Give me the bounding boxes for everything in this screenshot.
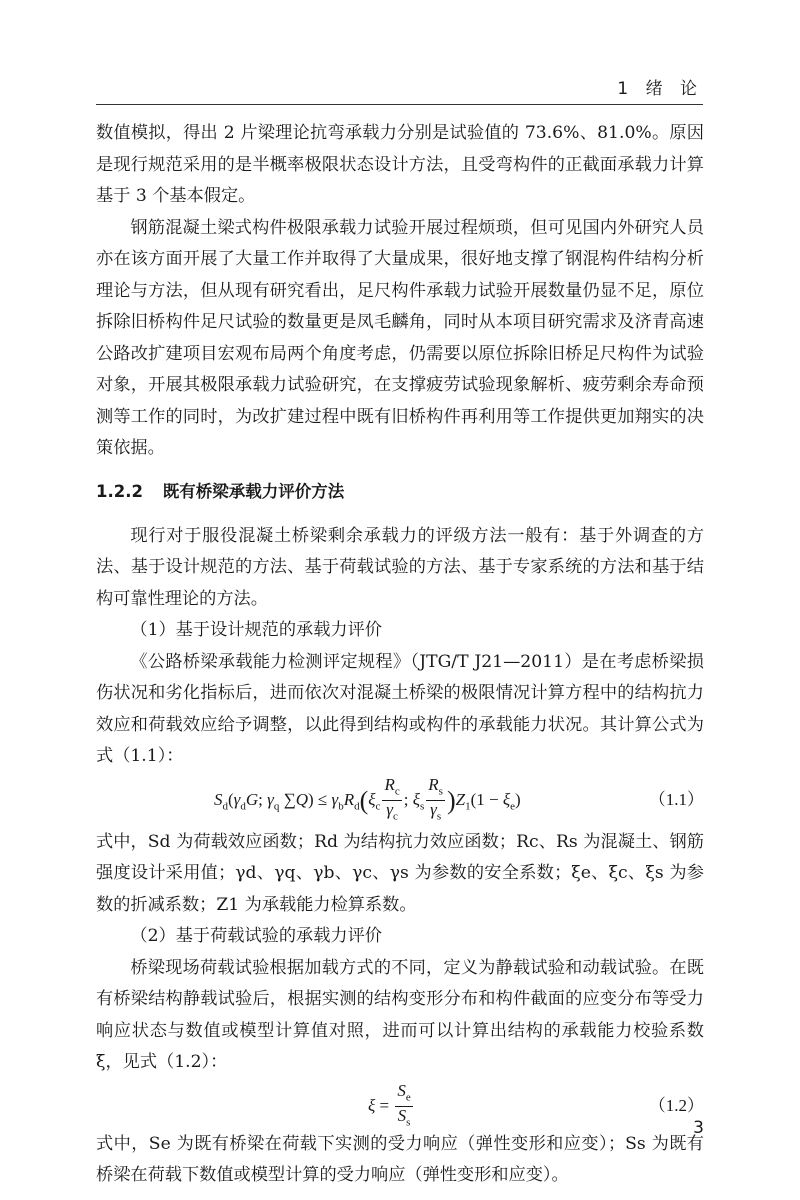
paragraph-1: 数值模拟，得出 2 片梁理论抗弯承载力分别是试验值的 73.6%、81.0%。原因是现行规范采用的是半概率极限状态设计方法，且受弯构件的正截面承载力计算基于 3 个基本假定。 xyxy=(96,123,704,206)
equation-1-2-tag: （1.2） xyxy=(648,1095,704,1115)
paragraph-5: 《公路桥梁承载能力检测评定规程》（JTG/T J21—2011）是在考虑桥梁损伤状况和劣化指标后，进而依次对混凝土桥梁的极限情况计算方程中的结构抗力效应和荷载效应给予调整，以此得到结构或构件的承载能力状况。其计算公式为式（1.1）： xyxy=(96,651,704,766)
fraction-se-ss: $\frac{S_e}{S_s}$ xyxy=(397,1080,411,1129)
paragraph-9: 式中，Se 为既有桥梁在荷载下实测的受力响应（弹性变形和应变）；Ss 为既有桥梁在荷载下数值或模型计算的受力响应（弹性变形和应变）。 xyxy=(96,1133,704,1185)
subheading-2: （2）基于荷载试验的承载力评价 xyxy=(130,926,382,946)
page-number: 3 xyxy=(693,1118,704,1138)
subheading-1: （1）基于设计规范的承载力评价 xyxy=(130,620,382,640)
chapter-title: 1 绪 论 xyxy=(617,79,703,99)
running-header xyxy=(96,74,703,105)
page-body xyxy=(96,118,704,1192)
fraction-rc: $\frac{R_c}{\gamma_c}$ xyxy=(384,774,400,823)
section-number: 1.2.2 xyxy=(96,481,143,501)
equation-1-2-body: ξ = $\frac{S_e}{S_s}$ xyxy=(368,1079,415,1133)
fraction-rs: $\frac{R_s}{\gamma_s}$ xyxy=(428,774,443,823)
paragraph-3: 现行对于服役混凝土桥梁剩余承载力的评级方法一般有：基于外调查的方法、基于设计规范的方法、基于荷载试验的方法、基于专家系统的方法和基于结构可靠性理论的方法。 xyxy=(96,525,704,609)
paragraph-8: 桥梁现场荷载试验根据加载方式的不同，定义为静载试验和动载试验。在既有桥梁结构静载试验后，根据实测的结构变形分布和构件截面的应变分布等受力响应状态与数值或模型计算值对照，进而可以计算出结构的承载能力校验系数 ξ，见式（1.2）： xyxy=(96,957,704,1072)
equation-1-2 xyxy=(96,1079,704,1129)
paragraph-2: 钢筋混凝土梁式构件极限承载力试验开展过程烦琐，但可见国内外研究人员亦在该方面开展了大量工作并取得了大量成果，很好地支撑了钢混构件结构分析理论与方法，但从现有研究看出，足尺构件承载力试验开展数量仍显不足，原位拆除旧桥构件足尺试验的数量更是凤毛麟角，同时从本项目研究需求及济青高速公路改扩建项目宏观布局两个角度考虑，仍需要以原位拆除旧桥足尺构件为试验对象，开展其极限承载力试验研究，在支撑疲劳试验现象解析、疲劳剩余寿命预测等工作的同时，为改扩建过程中既有旧桥构件再利用等工作提供更加翔实的决策依据。 xyxy=(96,217,704,458)
section-heading xyxy=(96,477,704,507)
section-title: 既有桥梁承载力评价方法 xyxy=(162,481,345,501)
equation-1-1 xyxy=(96,773,704,827)
equation-1-1-tag: （1.1） xyxy=(648,789,704,809)
paragraph-6: 式中，Sd 为荷载效应函数；Rd 为结构抗力效应函数；Rc、Rs 为混凝土、钢筋强度设计采用值；γd、γq、γb、γc、γs 为参数的安全系数；ξe、ξc、ξs 为参数的折减系数；Z1 为承载能力检算系数。 xyxy=(96,831,704,915)
equation-1-1-body: $S_d(\gamma_dG$; $\gamma_q$ $\sum Q) \le \gamma_bR_d(\xi_c$ $\frac{R_c}{\gamma_c}$ ; $\xi_s$ $\frac{R_s}{\gamma_s}$ )$Z_1(1 - \xi_e)$ xyxy=(214,773,521,833)
